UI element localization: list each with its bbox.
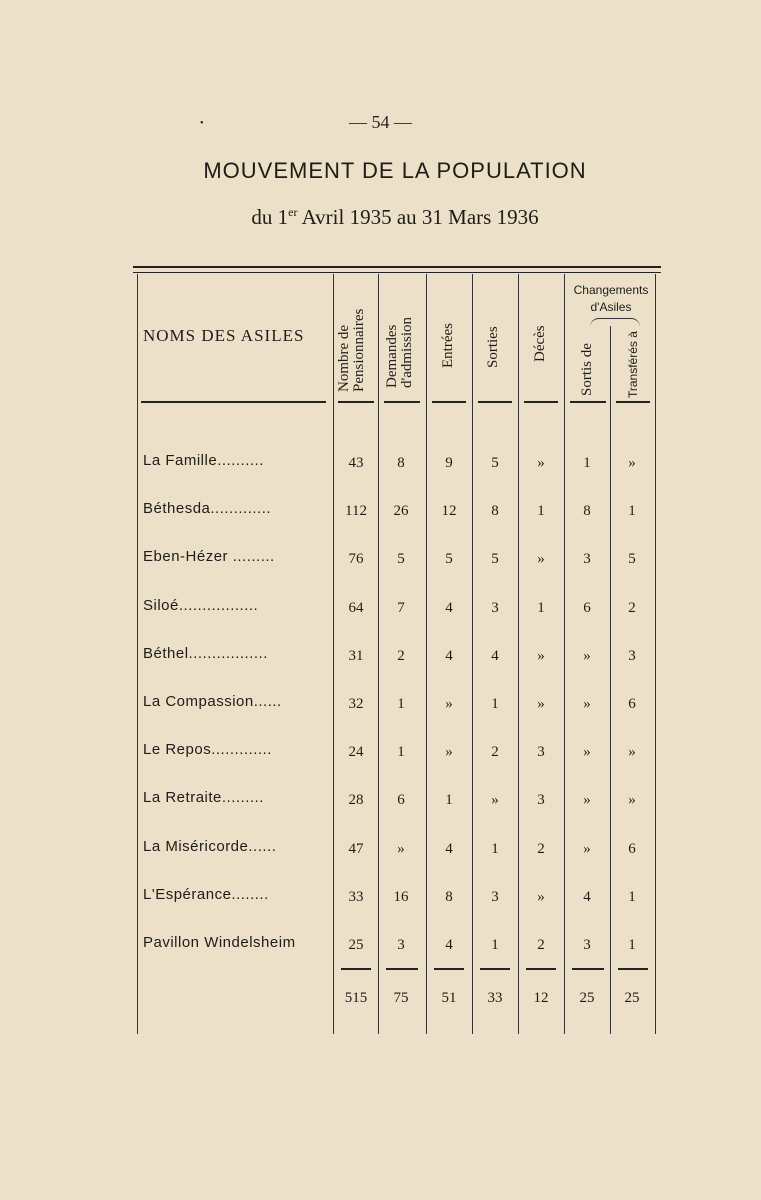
- table-top-rule: [133, 266, 661, 268]
- table-cell: »: [445, 696, 453, 712]
- asile-name: La Retraite.........: [143, 789, 264, 807]
- table-cell: »: [537, 551, 545, 568]
- table-cell: 2: [628, 599, 636, 616]
- col-divider: [137, 274, 138, 1034]
- table-cell: 8: [397, 455, 405, 471]
- table-cell: 1: [537, 503, 545, 520]
- asile-name: Siloé.................: [143, 596, 259, 614]
- table-cell: 5: [491, 455, 499, 471]
- header-underline: [478, 401, 512, 403]
- table-cell: 1: [628, 503, 636, 520]
- table-cell: »: [628, 455, 636, 471]
- asile-name: Béthel.................: [143, 644, 268, 662]
- asile-name: La Miséricorde......: [143, 837, 277, 855]
- table-cell: 33: [348, 888, 364, 905]
- page-title: MOUVEMENT DE LA POPULATION: [203, 158, 587, 183]
- table-cell: »: [628, 792, 636, 809]
- table-cell: 1: [445, 792, 453, 809]
- table-cell: »: [628, 744, 636, 761]
- table-cell: 1: [397, 744, 405, 761]
- table-cell: 3: [491, 599, 499, 616]
- total-cell: 515: [344, 990, 368, 1006]
- asile-name: Béthesda.............: [143, 500, 272, 518]
- table-cell: 5: [628, 551, 636, 568]
- table-cell: 1: [491, 840, 499, 857]
- header-entrees: [441, 323, 456, 368]
- total-cell: 75: [393, 990, 409, 1006]
- table-cell: 4: [445, 599, 453, 616]
- table-cell: 4: [445, 840, 453, 857]
- asile-name: Eben-Hézer .........: [143, 548, 275, 566]
- header-pensionnaires-line1: Nombre de: [336, 324, 352, 392]
- table-cell: 1: [537, 599, 545, 616]
- table-cell: 1: [397, 696, 405, 712]
- page-number: — 54 —: [349, 112, 412, 132]
- header-underline: [338, 401, 374, 403]
- total-cell: 51: [441, 990, 457, 1006]
- header-underline: [141, 401, 326, 403]
- table-cell: »: [583, 696, 591, 712]
- asile-name: Le Repos.............: [143, 741, 272, 759]
- table-cell: 31: [348, 647, 364, 664]
- header-sorties-label: Sorties: [485, 326, 501, 368]
- table-cell: 8: [583, 503, 591, 520]
- table-cell: 26: [393, 503, 409, 520]
- asile-name: La Compassion......: [143, 693, 282, 710]
- header-noms-des-asiles: NOMS DES ASILES: [143, 326, 305, 345]
- total-cell: 12: [533, 990, 549, 1006]
- table-cell: »: [537, 888, 545, 905]
- subtitle-pre: du 1: [251, 205, 289, 229]
- total-dash: [386, 968, 418, 970]
- table-cell: 5: [397, 551, 405, 568]
- table-cell: 4: [445, 937, 453, 953]
- table-cell: 47: [348, 840, 364, 857]
- header-underline: [616, 401, 650, 403]
- table-cell: 3: [628, 647, 636, 664]
- total-dash: [618, 968, 648, 970]
- table-cell: 6: [628, 840, 636, 857]
- table-cell: 2: [537, 840, 545, 857]
- header-demandes: [385, 317, 415, 388]
- table-cell: »: [537, 647, 545, 664]
- table-cell: 8: [491, 503, 499, 520]
- table-cell: 2: [397, 647, 405, 664]
- table-cell: 76: [348, 551, 364, 568]
- table-cell: 3: [583, 551, 591, 568]
- table-cell: 2: [537, 937, 545, 953]
- table-cell: 64: [348, 599, 364, 616]
- header-underline: [432, 401, 466, 403]
- table-cell: 9: [445, 455, 453, 471]
- header-sortis-de-label: Sortis de: [579, 343, 595, 396]
- header-changements: [566, 282, 656, 316]
- header-demandes-line2: d'admission: [399, 316, 415, 388]
- table-cell: »: [583, 792, 591, 809]
- total-dash: [572, 968, 604, 970]
- table-cell: 25: [348, 937, 364, 953]
- table-cell: »: [397, 840, 405, 857]
- table-cell: 2: [491, 744, 499, 761]
- table-cell: 1: [491, 696, 499, 712]
- ink-dot: •: [200, 118, 204, 129]
- table-cell: 3: [397, 937, 405, 953]
- col-divider: [610, 326, 611, 1034]
- table-cell: »: [537, 455, 545, 471]
- table-cell: »: [445, 744, 453, 761]
- table-cell: 4: [583, 888, 591, 905]
- total-cell: 25: [579, 990, 595, 1006]
- table-cell: 24: [348, 744, 364, 761]
- total-dash: [341, 968, 371, 970]
- table-cell: 5: [491, 551, 499, 568]
- asile-name: Pavillon Windelsheim: [143, 934, 296, 951]
- table-cell: 32: [348, 696, 364, 712]
- header-deces: [533, 325, 548, 362]
- header-sortis-de: [580, 343, 595, 396]
- table-cell: 12: [441, 503, 457, 520]
- table-cell: »: [537, 696, 545, 712]
- table-cell: 43: [348, 455, 364, 471]
- table-cell: »: [491, 792, 499, 809]
- table-cell: 6: [628, 696, 636, 712]
- table-cell: 8: [445, 888, 453, 905]
- asile-name: La Famille..........: [143, 452, 264, 469]
- total-cell: 25: [624, 990, 640, 1006]
- header-changements-line2: d'Asiles: [590, 300, 632, 314]
- header-changements-line1: Changements: [573, 283, 649, 297]
- page-subtitle: [0, 205, 761, 230]
- table-cell: 7: [397, 599, 405, 616]
- table-cell: 16: [393, 888, 409, 905]
- table-cell: 3: [537, 744, 545, 761]
- subtitle-sup: er: [288, 205, 298, 219]
- header-deces-label: Décès: [532, 325, 548, 362]
- table-cell: 1: [628, 888, 636, 905]
- header-transferes-label: Transférés à: [626, 331, 640, 398]
- table-cell: 4: [491, 647, 499, 664]
- header-underline: [384, 401, 420, 403]
- table-cell: 3: [491, 888, 499, 905]
- table-cell: 112: [345, 503, 367, 520]
- col-divider: [655, 274, 656, 1034]
- table-top-rule-thin: [133, 272, 661, 273]
- total-dash: [480, 968, 510, 970]
- header-underline: [570, 401, 606, 403]
- asile-name: L'Espérance........: [143, 885, 269, 903]
- header-pensionnaires: [337, 309, 367, 392]
- table-cell: »: [583, 744, 591, 761]
- header-transferes: [626, 331, 641, 398]
- header-bracket: [590, 318, 640, 327]
- header-pensionnaires-line2: Pensionnaires: [351, 308, 367, 392]
- table-cell: »: [583, 647, 591, 664]
- table-cell: 1: [491, 937, 499, 953]
- table-cell: 5: [445, 551, 453, 568]
- table-cell: 6: [583, 599, 591, 616]
- table-cell: 3: [537, 792, 545, 809]
- subtitle-post: Avril 1935 au 31 Mars 1936: [297, 205, 539, 229]
- header-underline: [524, 401, 558, 403]
- total-cell: 33: [487, 990, 503, 1006]
- header-entrees-label: Entrées: [440, 323, 456, 368]
- table-cell: 1: [583, 455, 591, 471]
- table-cell: 4: [445, 647, 453, 664]
- table-cell: 3: [583, 937, 591, 953]
- table-cell: 1: [628, 937, 636, 953]
- table-cell: 6: [397, 792, 405, 809]
- table-cell: »: [583, 840, 591, 857]
- header-sorties: [486, 326, 501, 368]
- header-demandes-line1: Demandes: [384, 324, 400, 388]
- total-dash: [526, 968, 556, 970]
- table-cell: 28: [348, 792, 364, 809]
- total-dash: [434, 968, 464, 970]
